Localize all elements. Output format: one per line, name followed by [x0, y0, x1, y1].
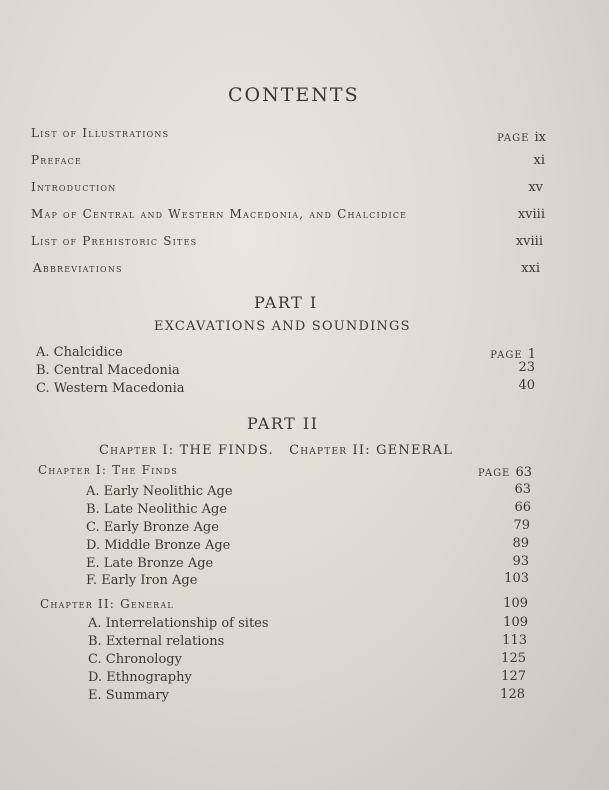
toc-entry-page: 109 [503, 596, 528, 611]
toc-entry-page: 23 [518, 360, 535, 375]
toc-entry-page [497, 126, 546, 145]
toc-entry-page: xxi [521, 261, 540, 276]
toc-entry-page: 128 [500, 687, 525, 702]
toc-entry-title: B. Late Neolithic Age [86, 502, 228, 517]
toc-entry-title: E. Late Bronze Age [86, 556, 214, 571]
page-number: 63 [515, 465, 532, 480]
page-prefix: PAGE [497, 133, 530, 144]
toc-entry-page: 93 [512, 554, 529, 569]
toc-entry-title: Introduction [31, 180, 117, 194]
toc-entry-title: F. Early Iron Age [86, 573, 198, 588]
toc-entry-page: xv [528, 180, 543, 195]
part-heading: PART II [247, 414, 319, 433]
chapter-title: Chapter I: The Finds [38, 463, 178, 477]
toc-entry-title: B. Central Macedonia [36, 363, 180, 378]
toc-entry-page: 103 [504, 571, 529, 586]
toc-entry-title: A. Interrelationship of sites [88, 616, 269, 631]
toc-entry-page: 127 [501, 669, 526, 684]
page-prefix: PAGE [478, 468, 511, 479]
toc-entry-page: xi [533, 153, 545, 168]
page-number: 1 [527, 347, 536, 362]
page-prefix: PAGE [490, 350, 523, 361]
toc-entry-title: E. Summary [88, 688, 169, 703]
part-title: EXCAVATIONS AND SOUNDINGS [154, 319, 411, 334]
toc-entry-page: 113 [502, 633, 527, 648]
toc-entry-title: C. Early Bronze Age [86, 520, 219, 535]
toc-entry-title: C. Chronology [88, 652, 182, 667]
toc-entry-title: C. Western Macedonia [36, 381, 185, 396]
part-subtitle-a: Chapter I: THE FINDS. [99, 443, 274, 458]
toc-entry-title: Map of Central and Western Macedonia, and Chalcidice [31, 207, 408, 221]
part-subtitle-b: Chapter II: GENERAL [289, 443, 454, 458]
toc-entry-title: List of Illustrations [31, 126, 170, 140]
toc-entry-title: D. Ethnography [88, 670, 192, 685]
chapter-title: Chapter II: General [40, 597, 174, 611]
toc-entry-page: 125 [501, 651, 526, 666]
part-heading: PART I [254, 293, 318, 312]
toc-entry-page: xviii [515, 234, 543, 249]
toc-entry-page: 66 [514, 500, 531, 515]
toc-entry-title: A. Early Neolithic Age [86, 484, 233, 499]
toc-entry-page [478, 461, 532, 480]
page-number: ix [534, 130, 546, 145]
toc-entry-title: A. Chalcidice [36, 345, 123, 360]
contents-heading: CONTENTS [228, 84, 360, 106]
toc-entry-title: Abbreviations [33, 261, 123, 275]
toc-entry-page: 79 [513, 518, 530, 533]
toc-entry-title: D. Middle Bronze Age [86, 538, 231, 553]
toc-entry-page: 63 [514, 482, 531, 497]
toc-entry-title: Preface [31, 153, 82, 167]
toc-entry-page: xviii [517, 207, 545, 222]
toc-entry-title: List of Prehistoric Sites [31, 234, 198, 248]
toc-entry-page: 89 [512, 536, 529, 551]
part-subtitle [99, 439, 453, 458]
toc-entry-page: 109 [503, 615, 528, 630]
toc-entry-title: B. External relations [88, 634, 225, 649]
toc-entry-page: 40 [518, 378, 535, 393]
